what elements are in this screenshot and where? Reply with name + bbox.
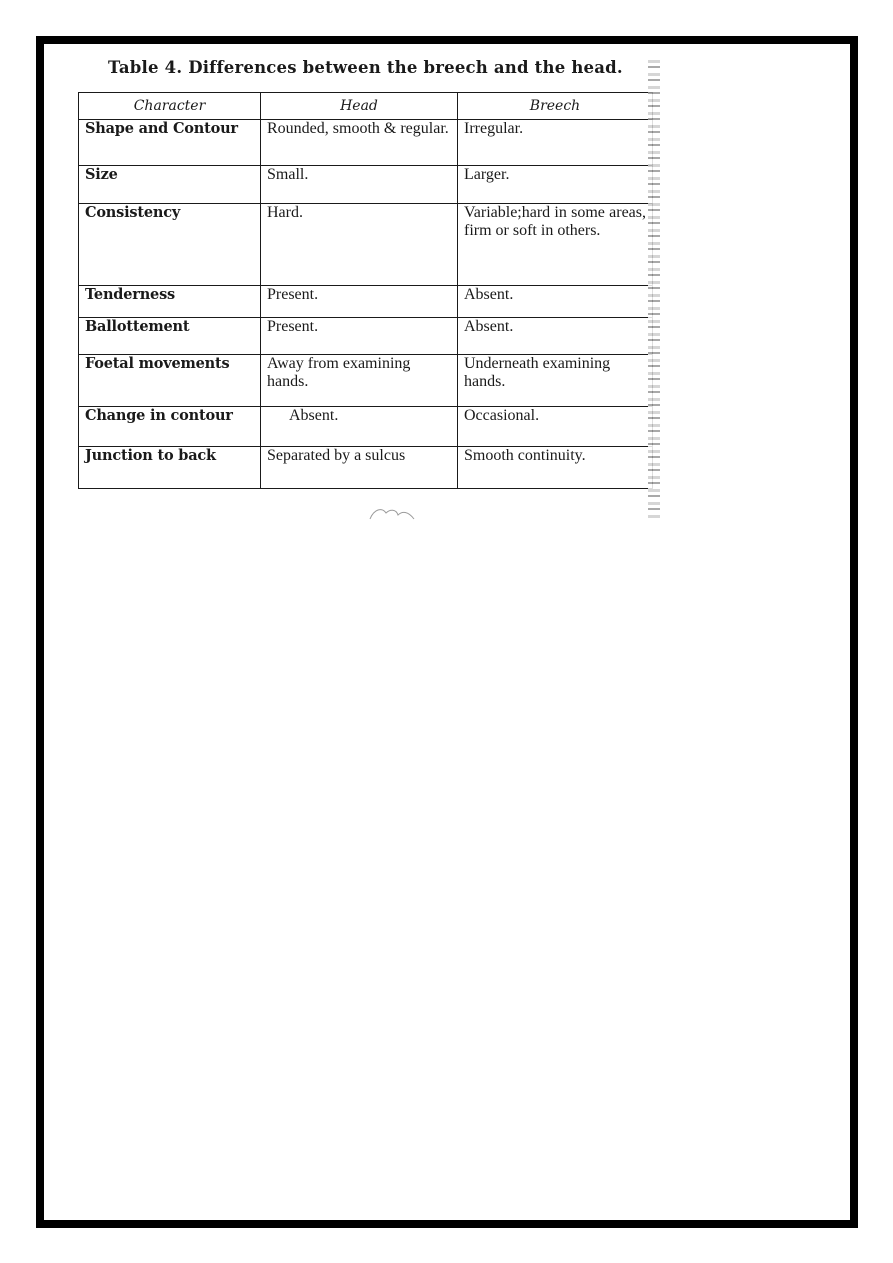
cell-breech: Absent. [458, 318, 653, 355]
cell-character: Change in contour [79, 407, 261, 447]
cell-breech: Occasional. [458, 407, 653, 447]
table-row [79, 318, 653, 355]
cell-breech: Absent. [458, 286, 653, 318]
table-row [79, 204, 653, 286]
header-head: Head [261, 93, 458, 120]
cell-head: Small. [261, 166, 458, 204]
cell-character: Junction to back [79, 447, 261, 489]
table-row [79, 166, 653, 204]
cell-breech: Smooth continuity. [458, 447, 653, 489]
table-row [79, 407, 653, 447]
table-header-row [79, 93, 653, 120]
cell-breech: Variable;hard in some areas, firm or soft in others. [458, 204, 653, 286]
cell-character: Foetal movements [79, 355, 261, 407]
cell-breech: Underneath examining hands. [458, 355, 653, 407]
cell-head: Separated by a sulcus [261, 447, 458, 489]
spiral-binding-edge [648, 60, 660, 520]
cell-head: Present. [261, 318, 458, 355]
table-title: Table 4. Differences between the breech and the head. [108, 58, 623, 77]
pen-scribble-mark [368, 505, 416, 521]
cell-breech: Larger. [458, 166, 653, 204]
cell-head: Hard. [261, 204, 458, 286]
differences-table [78, 92, 653, 489]
cell-character: Tenderness [79, 286, 261, 318]
cell-head: Present. [261, 286, 458, 318]
cell-head: Rounded, smooth & regular. [261, 120, 458, 166]
cell-character: Consistency [79, 204, 261, 286]
cell-head: Absent. [261, 407, 458, 447]
table-row [79, 447, 653, 489]
table-row [79, 286, 653, 318]
cell-character: Size [79, 166, 261, 204]
cell-character: Ballottement [79, 318, 261, 355]
header-breech: Breech [458, 93, 653, 120]
header-character: Character [79, 93, 261, 120]
table-row [79, 355, 653, 407]
cell-breech: Irregular. [458, 120, 653, 166]
cell-head: Away from examining hands. [261, 355, 458, 407]
cell-character: Shape and Contour [79, 120, 261, 166]
table-row [79, 120, 653, 166]
